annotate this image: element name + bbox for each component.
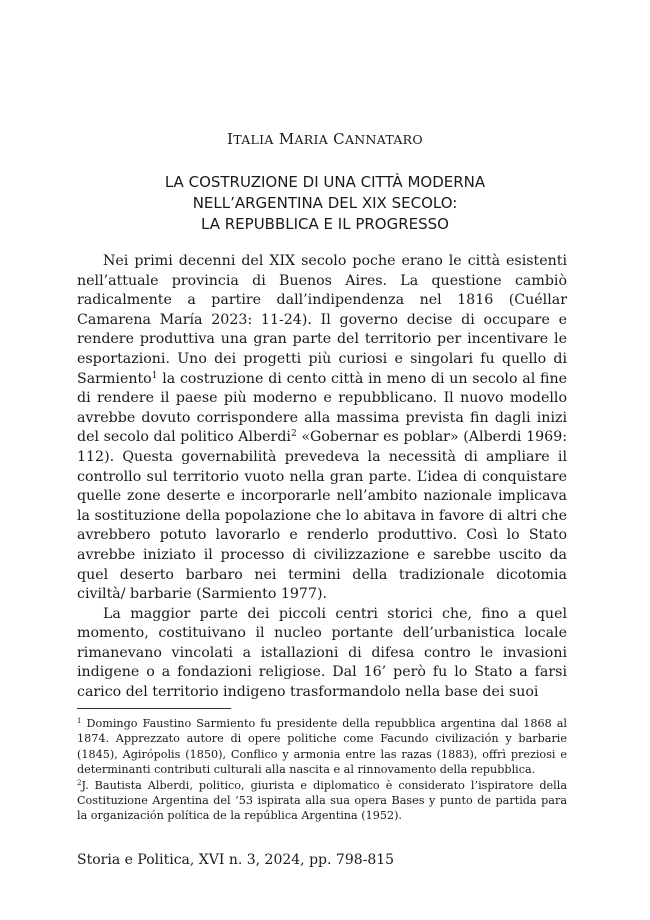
- footnote-divider: [77, 708, 231, 709]
- footnote-mark: 1: [77, 717, 82, 725]
- article-body: [77, 252, 567, 703]
- body-text: «Gobernar es poblar» (Alberdi 1969: 112). Questa governabilità prevedeva la necessità di ampliare il controllo sul territorio vuoto nella gran parte. L’idea di conquistare quelle zone deserte e incorporarle nell’ambito nazionale implicava la sostituzione della popolazione che lo abitava in favore di altri che avrebbero potuto lavorarlo e renderlo produttivo. Così lo Stato avrebbe iniziato il processo di civilizzazione e sarebbe uscito da quel deserto barbaro nei termini della tradizionale dicotomia civiltà/ barbarie (Sarmiento 1977).: [77, 429, 567, 603]
- footnote-reference[interactable]: 2: [290, 429, 297, 440]
- body-text: Nei primi decenni del XIX secolo poche erano le città esistenti nell’attuale provincia di Buenos Aires. La questione cambiò radicalmente a partire dall’indipendenza nel 1816 (Cuéllar Camarena María 2023: 11-24). Il governo decise di occupare e rendere produttiva una gran parte del territorio per incentivare le esportazioni. Uno dei progetti più curiosi e singolari fu quello di Sarmiento: [77, 253, 567, 387]
- footnotes: [77, 716, 567, 824]
- footnote-text: J. Bautista Alberdi, politico, giurista e diplomatico è considerato l’ispiratore della Costituzione Argentina del ’53 ispirata alla sua opera Bases y punto de partida para la organización política de la república Argentina (1952).: [77, 778, 567, 823]
- body-paragraph: La maggior parte dei piccoli centri storici che, fino a quel momento, costituivano il nucleo portante dell’urbanistica locale rimanevano vincolati a istallazioni di difesa contro le invasioni indigene o a fondazioni religiose. Dal 16’ però fu lo Stato a farsi carico del territorio indigeno trasformandolo nella base dei suoi: [77, 605, 567, 701]
- footnote: [77, 778, 567, 824]
- body-paragraph: [77, 252, 567, 605]
- author-initial: I: [227, 130, 234, 148]
- author-initial: C: [333, 130, 345, 148]
- title-line: LA COSTRUZIONE DI UNA CITTÀ MODERNA: [164, 173, 486, 191]
- author-name: [0, 130, 650, 148]
- footnote-reference[interactable]: 1: [151, 370, 158, 381]
- footnote-text: Domingo Faustino Sarmiento fu presidente della repubblica argentina dal 1868 al 1874. Apprezzato autore di opere politiche come Facundo civilización y barbarie (1845), Agirópolis (1850), Conflico y armonia entre las razas (1883), offrì preziosi e determinanti contributi culturali alla nascita e al rinnovamento della repubblica.: [77, 717, 567, 777]
- author-initial: M: [278, 130, 295, 148]
- footnote: [77, 716, 567, 778]
- journal-citation: Storia e Politica, XVI n. 3, 2024, pp. 798-815: [77, 852, 395, 868]
- footnote-mark: 2: [77, 778, 82, 787]
- article-title: [80, 172, 570, 235]
- author-smallcaps: TALIA: [233, 132, 274, 147]
- author-smallcaps: ANNATARO: [344, 132, 423, 147]
- title-line: NELL’ARGENTINA DEL XIX SECOLO:: [192, 194, 458, 212]
- author-smallcaps: ARIA: [294, 132, 329, 147]
- body-text: la costruzione di cento città in meno di un secolo al fine di rendere il paese più moderno e repubblicano. Il nuovo modello avrebbe dovuto corrispondere alla massima prevista fin dagli inizi del secolo dal politico Alberdi: [77, 370, 567, 446]
- title-line: LA REPUBBLICA E IL PROGRESSO: [201, 215, 449, 233]
